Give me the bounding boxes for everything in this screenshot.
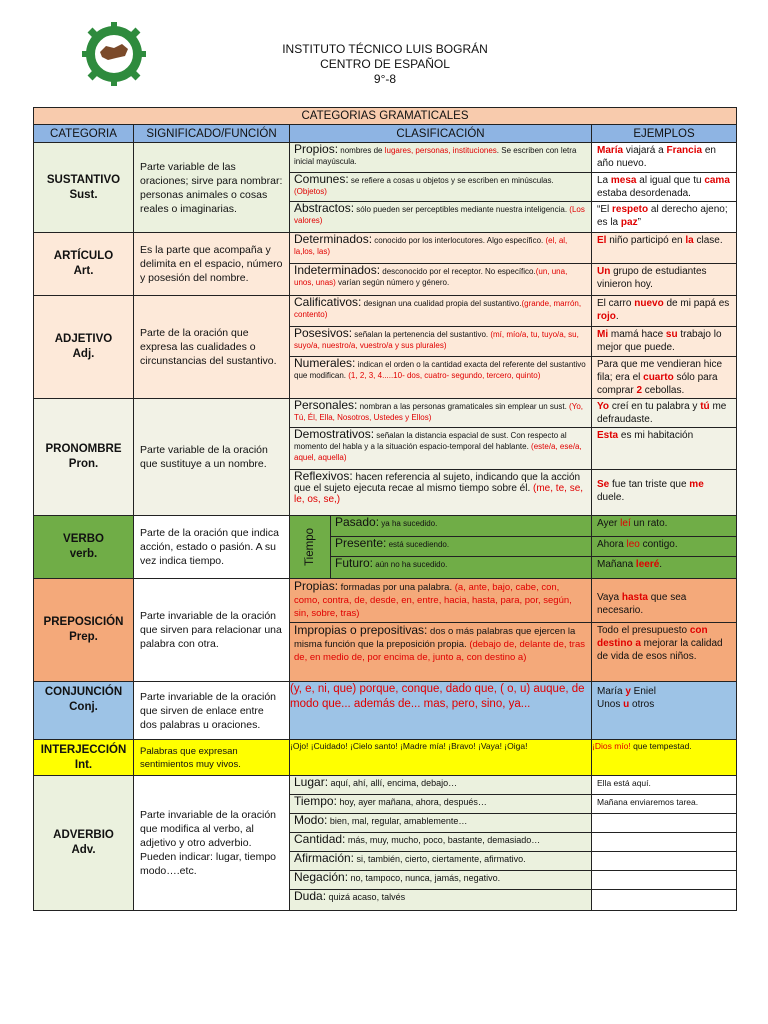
example-item (592, 833, 736, 852)
table-row-sustantivo (34, 143, 737, 233)
classification-item: Abstractos: sólo pueden ser perceptibles mediante nuestra inteligencia. (Los valores) (294, 202, 585, 225)
classification-item: Negación: no, tampoco, nunca, jamás, negativo. (290, 871, 591, 890)
grammar-categories-table (33, 107, 737, 911)
school-seal-logo (82, 22, 146, 86)
category-cell: PREPOSICIÓN Prep. (34, 579, 134, 682)
document-header (220, 42, 550, 87)
classification-item: Demostrativos: señalan la distancia espacial de sust. Con respecto al momento del habla y a la situación espacio-temporal del hablante. (este/a, ese/a, aquel, aquella) (290, 428, 591, 470)
classification-item: Propias: formadas por una palabra. (a, ante, bajo, cabe, con, como, contra, de, desde, en, entre, hacia, hasta, para, por, según, sin, sobre, tras) (290, 579, 591, 623)
meaning-cell: Parte invariable de la oración que sirven de enlace entre dos palabras u oraciones. (134, 682, 290, 740)
example-item: Vaya hasta que sea necesario. (592, 579, 736, 623)
column-header: CLASIFICACIÓN (290, 125, 592, 143)
classification-item: Modo: bien, mal, regular, amablemente… (290, 814, 591, 833)
center-name: CENTRO DE ESPAÑOL (320, 57, 450, 71)
classification-item: Calificativos: designan una cualidad propia del sustantivo.(grande, marrón, contento) (290, 296, 591, 327)
meaning-cell: Parte invariable de la oración que sirven para relacionar una palabra con otra. (134, 579, 290, 682)
example-item (592, 852, 736, 871)
classification-item: Afirmación: si, también, cierto, ciertamente, afirmativo. (290, 852, 591, 871)
example-item: Esta es mi habitación (592, 428, 736, 470)
classification-item: Lugar: aquí, ahí, allí, encima, debajo… (290, 776, 591, 795)
category-cell: ADJETIVO Adj. (34, 296, 134, 399)
column-header: CATEGORIA (34, 125, 134, 143)
table-row-preposicion (34, 579, 737, 682)
example-item: La mesa al igual que tu cama estaba desordenada. (592, 173, 736, 202)
classification-item: Tiempo: hoy, ayer mañana, ahora, después… (290, 795, 591, 814)
meaning-cell: Es la parte que acompaña y delimita en el espacio, número y posesión del nombre. (134, 233, 290, 296)
example-item: Ayer leí un rato. (592, 516, 736, 537)
classification-cell: (y, e, ni, que) porque, conque, dado que, ( o, u) auque, de modo que... además de... mas, pero, sino, ya... (290, 682, 592, 740)
category-cell: CONJUNCIÓN Conj. (34, 682, 134, 740)
classification-item: Futuro: aún no ha sucedido. (335, 557, 448, 570)
column-header: SIGNIFICADO/FUNCIÓN (134, 125, 290, 143)
institute-name: INSTITUTO TÉCNICO LUIS BOGRÁN (282, 42, 488, 56)
examples-cell (592, 776, 737, 911)
classification-cell (290, 233, 592, 296)
classification-cell (290, 296, 592, 399)
column-header: EJEMPLOS (592, 125, 737, 143)
category-abbr: Pron. (68, 458, 99, 470)
table-title: CATEGORIAS GRAMATICALES (34, 108, 737, 125)
classification-item: Propios: nombres de lugares, personas, instituciones. Se escriben con letra inicial mayúscula. (290, 143, 591, 173)
meaning-cell: Parte de la oración que expresa las cualidades o circunstancias del sustantivo. (134, 296, 290, 399)
meaning-cell: Parte invariable de la oración que modifica al verbo, al adjetivo y otro adverbio. Pueden indicar: lugar, tiempo modo….etc. (134, 776, 290, 911)
example-item (592, 890, 736, 910)
table-row-conjuncion (34, 682, 737, 740)
examples-cell (592, 296, 737, 399)
classification-cell (290, 143, 592, 233)
table-row-pronombre (34, 399, 737, 516)
category-abbr: Adj. (72, 348, 95, 360)
meaning-cell: Parte variable de las oraciones; sirve para nombrar: personas animales o cosas reales o imaginarias. (134, 143, 290, 233)
example-item: El carro nuevo de mi papá es rojo. (592, 296, 736, 327)
category-abbr: verb. (69, 548, 98, 560)
category-abbr: Adv. (71, 844, 96, 856)
example-item: “El respeto al derecho ajeno; es la paz” (597, 204, 728, 228)
category-cell: ADVERBIO Adv. (34, 776, 134, 911)
examples-cell (592, 233, 737, 296)
example-item: Yo creí en tu palabra y tú me defraudaste. (592, 399, 736, 428)
meaning-cell: Palabras que expresan sentimientos muy vivos. (134, 740, 290, 776)
example-item (592, 871, 736, 890)
category-abbr: Sust. (69, 188, 98, 201)
grade-label: 9°-8 (373, 72, 397, 86)
classification-cell (290, 399, 592, 516)
classification-item: Presente: está sucediendo. (331, 537, 591, 557)
category-cell: VERBO verb. (34, 516, 134, 579)
classification-item: Determinados: conocido por los interlocutores. Algo específico. (el, al, la,los, las) (290, 233, 591, 264)
classification-cell (290, 516, 592, 579)
examples-cell (592, 143, 737, 233)
classification-item: Duda: quizá acaso, talvés (294, 890, 406, 903)
classification-cell (290, 579, 592, 682)
category-abbr: Int. (74, 758, 93, 771)
example-item: Unos u otros (597, 699, 655, 710)
classification-item: Posesivos: señalan la pertenencia del sustantivo. (mí, mío/a, tu, tuyo/a, su, suyo/a, nuestro/a, vuestro/a y sus plurales) (290, 327, 591, 357)
examples-cell: ¡Dios mío! que tempestad. (592, 740, 737, 776)
example-item: Se fue tan triste que me duele. (597, 479, 704, 503)
table-row-articulo (34, 233, 737, 296)
meaning-cell: Parte variable de la oración que sustituye a un nombre. (134, 399, 290, 516)
meaning-cell: Parte de la oración que indica acción, estado o pasión. A su vez indica tiempo. (134, 516, 290, 579)
example-item: Mi mamá hace su trabajo lo mejor que puede. (592, 327, 736, 357)
category-cell: ARTÍCULO Art. (34, 233, 134, 296)
classification-item: Comunes: se refiere a cosas u objetos y se escriben en minúsculas. (Objetos) (290, 173, 591, 202)
classification-item: Pasado: ya ha sucedido. (331, 516, 591, 537)
category-cell: SUSTANTIVO Sust. (34, 143, 134, 233)
example-item: Ahora leo contigo. (592, 537, 736, 557)
example-item: Mañana leeré. (597, 559, 663, 570)
example-item: Un grupo de estudiantes vinieron hoy. (597, 266, 707, 290)
examples-cell (592, 399, 737, 516)
examples-cell (592, 682, 737, 740)
category-abbr: Prep. (69, 631, 98, 643)
category-cell: INTERJECCIÓN Int. (34, 740, 134, 776)
category-abbr: Art. (73, 265, 94, 277)
examples-cell (592, 516, 737, 579)
example-item: María y Eniel (597, 686, 656, 697)
example-item: Para que me vendieran hice fila; era el cuarto sólo para comprar 2 cebollas. (597, 359, 723, 396)
example-item: El niño participó en la clase. (592, 233, 736, 264)
classification-item: Numerales: indican el orden o la cantidad exacta del referente del sustantivo que modifican. (1, 2, 3, 4.....10- dos, cuatro- segundo, tercero, quinto) (294, 357, 586, 380)
classification-cell: ¡Ojo! ¡Cuidado! ¡Cielo santo! ¡Madre mía! ¡Bravo! ¡Vaya! ¡Oiga! (290, 740, 592, 776)
classification-item: Indeterminados: desconocido por el receptor. No específico.(un, una, unos, unas) varían según número y género. (294, 264, 568, 287)
example-item: Mañana enviaremos tarea. (592, 795, 736, 814)
category-cell: PRONOMBRE Pron. (34, 399, 134, 516)
category-abbr: Conj. (69, 701, 98, 713)
table-row-verbo (34, 516, 737, 579)
examples-cell (592, 579, 737, 682)
tiempo-label: Tiempo (290, 516, 331, 578)
classification-item: Reflexivos: hacen referencia al sujeto, indicando que la acción que el sujeto ejecuta recae al mismo tiempo sobre él. (me, te, se, le, os, se,) (294, 470, 584, 505)
example-item (592, 814, 736, 833)
classification-item: Cantidad: más, muy, mucho, poco, bastante, demasiado… (290, 833, 591, 852)
classification-cell (290, 776, 592, 911)
example-item: Ella está aquí. (592, 776, 736, 795)
table-row-adjetivo (34, 296, 737, 399)
table-row-adverbio (34, 776, 737, 911)
classification-item: Impropias o prepositivas: dos o más palabras que ejercen la misma función que la preposición propia. (debajo de, delante de, tras de, en medio de, por encima de, junto a, con destino a) (294, 623, 585, 663)
example-item: Todo el presupuesto con destino a mejorar la calidad de vida de esos niños. (597, 625, 723, 662)
classification-item: Personales: nombran a las personas gramaticales sin emplear un sust. (Yo, Tú, Él, Ella, Nosotros, Ustedes y Ellos) (290, 399, 591, 428)
example-item: María viajará a Francia en año nuevo. (592, 143, 736, 173)
table-header-row (34, 125, 737, 143)
table-row-interjeccion (34, 740, 737, 776)
